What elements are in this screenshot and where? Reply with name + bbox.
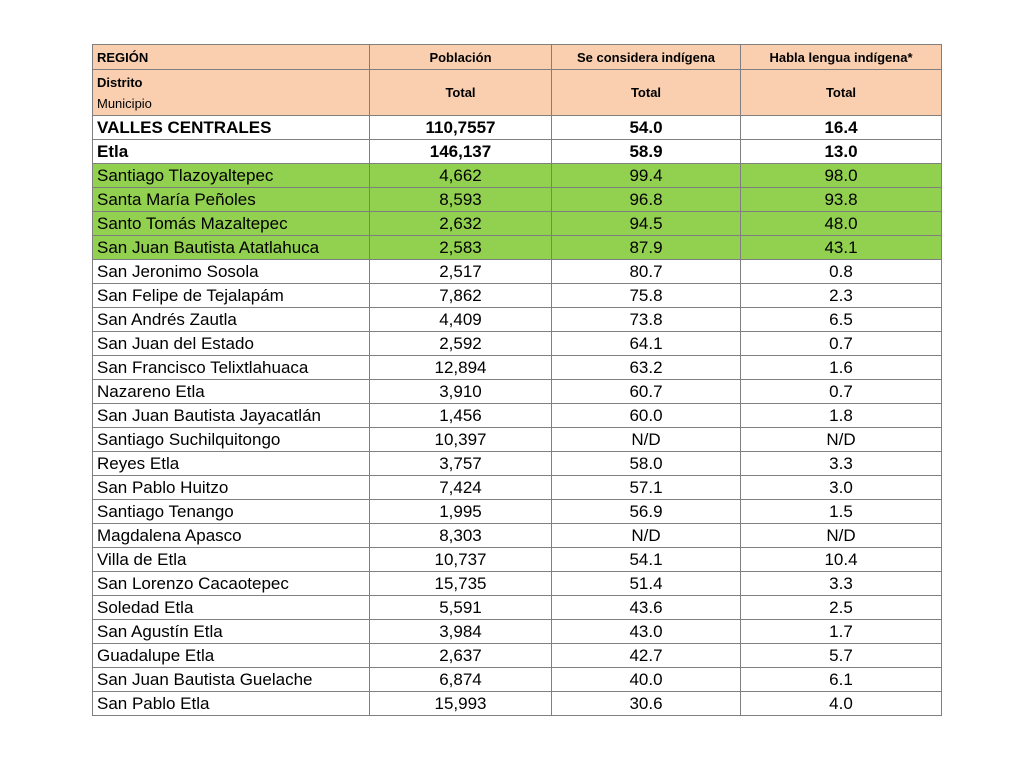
municipality-name-cell: San Felipe de Tejalapám: [93, 284, 370, 308]
population-cell: 1,456: [370, 404, 552, 428]
population-cell: 8,593: [370, 188, 552, 212]
region-label: REGIÓN: [97, 49, 149, 65]
population-cell: 2,592: [370, 332, 552, 356]
municipality-name-cell: Santiago Suchilquitongo: [93, 428, 370, 452]
population-cell: 3,984: [370, 620, 552, 644]
table-row: [93, 380, 942, 404]
indigenous-percent-cell: 54.1: [552, 548, 741, 572]
population-cell: 2,632: [370, 212, 552, 236]
table-row: [93, 620, 942, 644]
table-row: [93, 260, 942, 284]
population-cell: 3,910: [370, 380, 552, 404]
municipality-name-cell: San Lorenzo Cacaotepec: [93, 572, 370, 596]
indigenous-percent-cell: 64.1: [552, 332, 741, 356]
indigenous-percent-cell: 43.0: [552, 620, 741, 644]
language-percent-cell: N/D: [741, 428, 942, 452]
municipality-name-cell: Guadalupe Etla: [93, 644, 370, 668]
population-cell: 15,993: [370, 692, 552, 716]
indigenous-percent-cell: N/D: [552, 524, 741, 548]
table-row: [93, 116, 942, 140]
language-percent-cell: 4.0: [741, 692, 942, 716]
municipality-name-cell: San Juan Bautista Atatlahuca: [93, 236, 370, 260]
header-district-municipality-cell: [93, 70, 370, 116]
table-row: [93, 476, 942, 500]
indigenous-percent-cell: 30.6: [552, 692, 741, 716]
table-row: [93, 164, 942, 188]
indigenous-percent-cell: 87.9: [552, 236, 741, 260]
table-row: [93, 212, 942, 236]
population-cell: 8,303: [370, 524, 552, 548]
language-percent-cell: 93.8: [741, 188, 942, 212]
population-cell: 2,583: [370, 236, 552, 260]
municipality-name-cell: Magdalena Apasco: [93, 524, 370, 548]
population-cell: 7,424: [370, 476, 552, 500]
language-percent-cell: 0.7: [741, 332, 942, 356]
language-percent-cell: 10.4: [741, 548, 942, 572]
indigenous-percent-cell: 58.9: [552, 140, 741, 164]
indigenous-percent-cell: 54.0: [552, 116, 741, 140]
language-percent-cell: 6.1: [741, 668, 942, 692]
header-total-language: Total: [741, 70, 942, 116]
language-percent-cell: 1.5: [741, 500, 942, 524]
indigenous-percent-cell: 73.8: [552, 308, 741, 332]
municipality-name-cell: San Agustín Etla: [93, 620, 370, 644]
population-cell: 4,409: [370, 308, 552, 332]
language-percent-cell: 1.6: [741, 356, 942, 380]
table-body: [93, 116, 942, 716]
language-percent-cell: 0.8: [741, 260, 942, 284]
municipality-name-cell: San Francisco Telixtlahuaca: [93, 356, 370, 380]
table-row: [93, 188, 942, 212]
table-row: [93, 596, 942, 620]
indigenous-percent-cell: 94.5: [552, 212, 741, 236]
language-percent-cell: 13.0: [741, 140, 942, 164]
language-percent-cell: 6.5: [741, 308, 942, 332]
indigenous-percent-cell: 42.7: [552, 644, 741, 668]
language-percent-cell: N/D: [741, 524, 942, 548]
indigenous-percent-cell: 58.0: [552, 452, 741, 476]
indigenous-percent-cell: 43.6: [552, 596, 741, 620]
municipality-name-cell: San Juan del Estado: [93, 332, 370, 356]
municipality-name-cell: San Pablo Etla: [93, 692, 370, 716]
municipality-name-cell: San Andrés Zautla: [93, 308, 370, 332]
table-row: [93, 236, 942, 260]
header-total-indigenous: Total: [552, 70, 741, 116]
table-row: [93, 644, 942, 668]
indigenous-percent-cell: 40.0: [552, 668, 741, 692]
population-cell: 5,591: [370, 596, 552, 620]
municipality-name-cell: Etla: [93, 140, 370, 164]
indigenous-percent-cell: 56.9: [552, 500, 741, 524]
population-cell: 15,735: [370, 572, 552, 596]
municipality-name-cell: San Juan Bautista Jayacatlán: [93, 404, 370, 428]
table-row: [93, 332, 942, 356]
header-indigenous: Se considera indígena: [552, 45, 741, 70]
table-row: [93, 500, 942, 524]
indigenous-percent-cell: 51.4: [552, 572, 741, 596]
table-row: [93, 548, 942, 572]
table-row: [93, 692, 942, 716]
municipality-name-cell: Santiago Tlazoyaltepec: [93, 164, 370, 188]
table-row: [93, 308, 942, 332]
indigenous-percent-cell: 96.8: [552, 188, 741, 212]
indigenous-percent-cell: 75.8: [552, 284, 741, 308]
table-row: [93, 428, 942, 452]
language-percent-cell: 0.7: [741, 380, 942, 404]
language-percent-cell: 3.0: [741, 476, 942, 500]
population-cell: 7,862: [370, 284, 552, 308]
municipality-name-cell: Nazareno Etla: [93, 380, 370, 404]
indigenous-percent-cell: 63.2: [552, 356, 741, 380]
indigenous-percent-cell: 99.4: [552, 164, 741, 188]
indigenous-percent-cell: 80.7: [552, 260, 741, 284]
table-row: [93, 572, 942, 596]
population-cell: 4,662: [370, 164, 552, 188]
language-percent-cell: 5.7: [741, 644, 942, 668]
population-cell: 2,517: [370, 260, 552, 284]
municipality-name-cell: Soledad Etla: [93, 596, 370, 620]
table-row: [93, 140, 942, 164]
population-cell: 6,874: [370, 668, 552, 692]
municipality-name-cell: Reyes Etla: [93, 452, 370, 476]
language-percent-cell: 1.7: [741, 620, 942, 644]
language-percent-cell: 48.0: [741, 212, 942, 236]
municipality-name-cell: San Jeronimo Sosola: [93, 260, 370, 284]
indigenous-percent-cell: N/D: [552, 428, 741, 452]
municipality-name-cell: Santa María Peñoles: [93, 188, 370, 212]
language-percent-cell: 3.3: [741, 452, 942, 476]
population-cell: 10,397: [370, 428, 552, 452]
language-percent-cell: 3.3: [741, 572, 942, 596]
municipality-name-cell: San Pablo Huitzo: [93, 476, 370, 500]
language-percent-cell: 2.5: [741, 596, 942, 620]
municipality-name-cell: San Juan Bautista Guelache: [93, 668, 370, 692]
municipality-name-cell: VALLES CENTRALES: [93, 116, 370, 140]
header-population: Población: [370, 45, 552, 70]
indigenous-percent-cell: 60.7: [552, 380, 741, 404]
table-row: [93, 452, 942, 476]
municipality-label: Municipio: [97, 95, 152, 111]
population-cell: 146,137: [370, 140, 552, 164]
table-row: [93, 284, 942, 308]
language-percent-cell: 16.4: [741, 116, 942, 140]
indigenous-percent-cell: 60.0: [552, 404, 741, 428]
population-table: [92, 44, 942, 716]
municipality-name-cell: Santiago Tenango: [93, 500, 370, 524]
population-cell: 12,894: [370, 356, 552, 380]
header-row-bottom: [93, 70, 942, 116]
table-row: [93, 524, 942, 548]
header-region-cell: [93, 45, 370, 70]
header-total-population: Total: [370, 70, 552, 116]
table-row: [93, 356, 942, 380]
municipality-name-cell: Santo Tomás Mazaltepec: [93, 212, 370, 236]
indigenous-percent-cell: 57.1: [552, 476, 741, 500]
population-cell: 10,737: [370, 548, 552, 572]
population-cell: 1,995: [370, 500, 552, 524]
table-row: [93, 668, 942, 692]
municipality-name-cell: Villa de Etla: [93, 548, 370, 572]
language-percent-cell: 2.3: [741, 284, 942, 308]
language-percent-cell: 1.8: [741, 404, 942, 428]
language-percent-cell: 98.0: [741, 164, 942, 188]
district-label: Distrito: [97, 74, 143, 90]
population-cell: 110,7557: [370, 116, 552, 140]
table-row: [93, 404, 942, 428]
header-language: Habla lengua indígena*: [741, 45, 942, 70]
population-cell: 2,637: [370, 644, 552, 668]
population-cell: 3,757: [370, 452, 552, 476]
header-row-top: [93, 45, 942, 70]
language-percent-cell: 43.1: [741, 236, 942, 260]
